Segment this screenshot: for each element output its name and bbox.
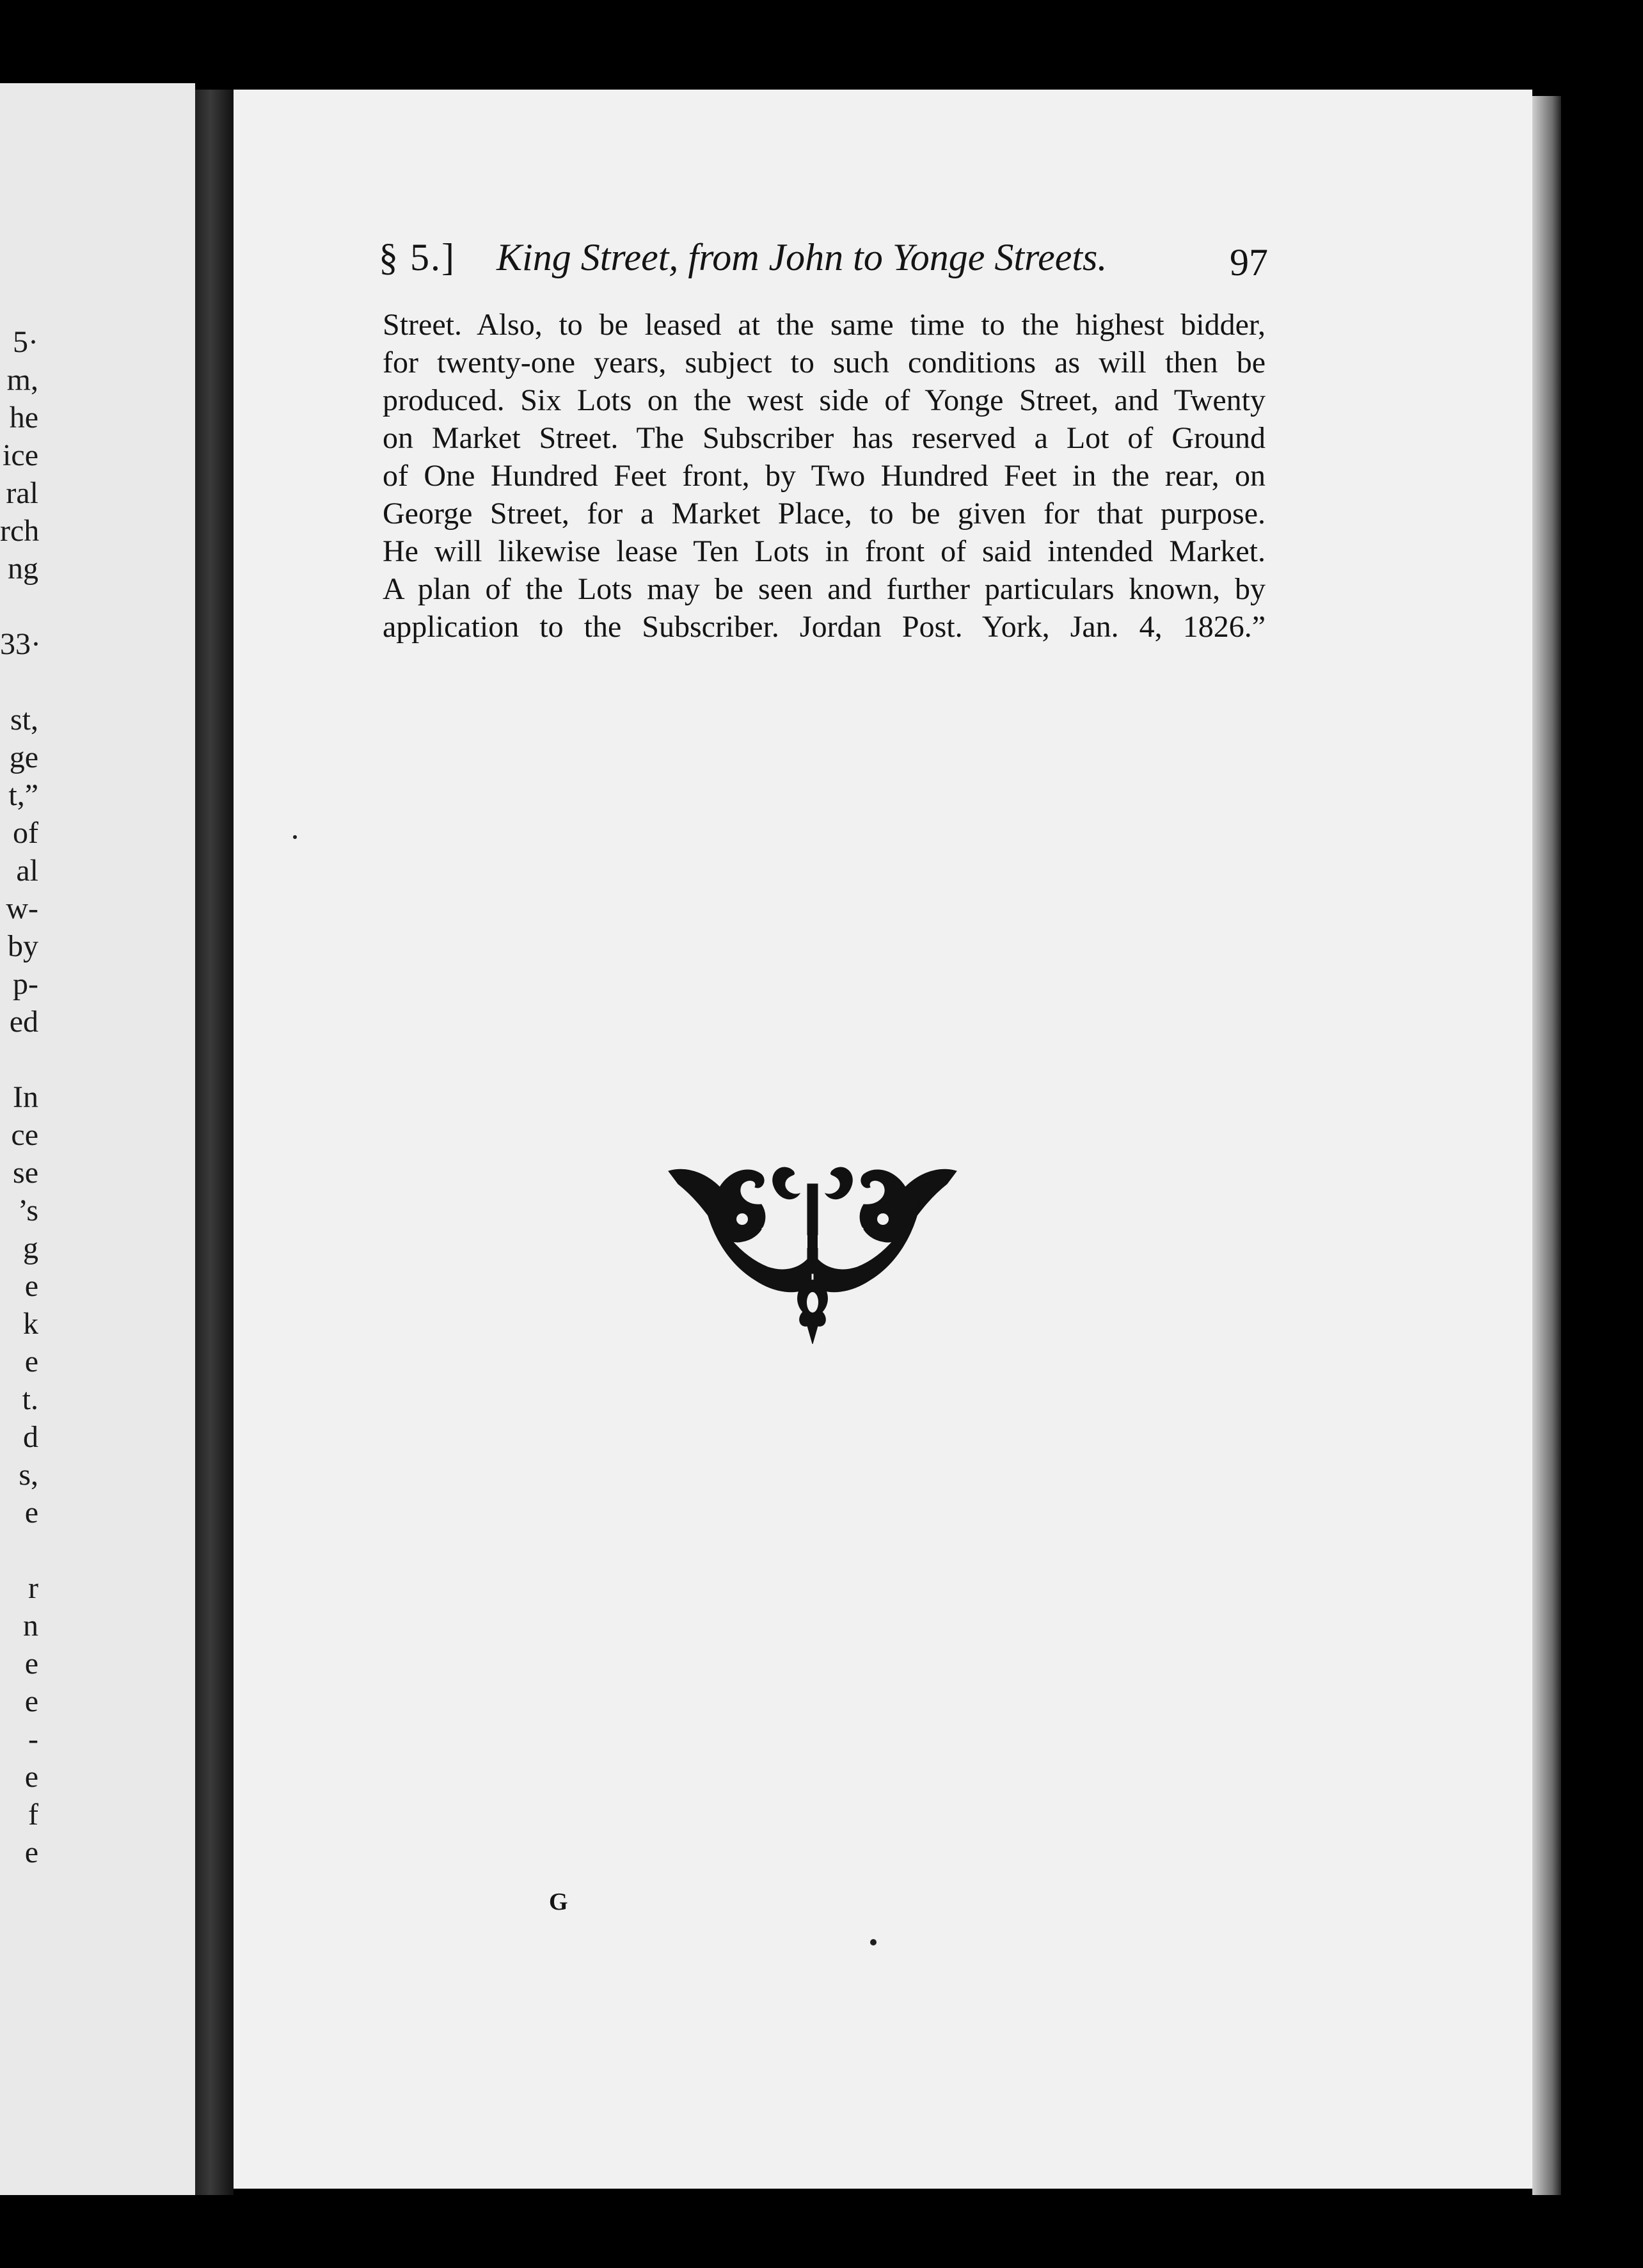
facing-page-fragment: In	[13, 1080, 38, 1114]
text-line: for twenty-one years, subject to such conditions as will then be	[383, 346, 1266, 379]
facing-page-fragment	[0, 1531, 38, 1569]
facing-page-fragment: k	[23, 1307, 38, 1341]
facing-page-fragment: by	[8, 929, 38, 963]
facing-page-text-fragments	[0, 323, 41, 1871]
facing-page-left	[0, 83, 195, 2195]
facing-page-fragment: e	[24, 1647, 38, 1681]
facing-page-fragment: m,	[6, 363, 38, 397]
facing-page-fragment: d	[23, 1420, 38, 1454]
facing-page-fragment: e	[24, 1496, 38, 1529]
facing-page-fragment: rch	[0, 514, 40, 548]
facing-page-fragment: -	[28, 1722, 38, 1756]
text-line: A plan of the Lots may be seen and further particulars known, by	[383, 572, 1266, 606]
page-edge	[1532, 96, 1561, 2195]
book-gutter	[195, 90, 234, 2195]
facing-page-fragment: of	[13, 816, 38, 850]
facing-page-fragment: e	[24, 1269, 38, 1303]
facing-page-fragment: ice	[3, 438, 38, 472]
facing-page-fragment: ng	[8, 552, 38, 586]
body-paragraph	[383, 306, 1266, 646]
facing-page-fragment: e	[24, 1760, 38, 1794]
text-line: George Street, for a Market Place, to be given for that purpose.	[383, 497, 1266, 531]
paper-speck	[870, 1939, 877, 1945]
facing-page-fragment: se	[13, 1156, 38, 1190]
text-line: application to the Subscriber. Jordan Post. York, Jan. 4, 1826.”	[383, 610, 1266, 644]
dragon-tailpiece-ornament-icon	[665, 1158, 960, 1344]
facing-page-fragment: ed	[9, 1005, 38, 1039]
text-line: Street. Also, to be leased at the same time to the highest bidder,	[383, 308, 1266, 342]
running-title: King Street, from John to Yonge Streets.	[496, 236, 1107, 278]
facing-page-fragment: w-	[6, 891, 38, 925]
facing-page-fragment: ral	[6, 476, 38, 510]
running-head	[379, 236, 1268, 288]
facing-page-fragment: al	[16, 854, 38, 888]
facing-page-fragment: r	[28, 1571, 38, 1605]
facing-page-fragment: g	[23, 1231, 38, 1265]
text-line: He will likewise lease Ten Lots in front of said intended Market.	[383, 534, 1266, 568]
facing-page-fragment	[0, 663, 38, 701]
facing-page-fragment: e	[24, 1835, 38, 1869]
facing-page-fragment: f	[28, 1798, 38, 1832]
facing-page-fragment: n	[23, 1609, 38, 1643]
text-line: produced. Six Lots on the west side of Yonge Street, and Twenty	[383, 383, 1266, 417]
text-line: on Market Street. The Subscriber has reserved a Lot of Ground	[383, 421, 1266, 455]
facing-page-fragment: s,	[19, 1458, 38, 1492]
signature-mark: G	[549, 1889, 568, 1915]
facing-page-fragment: e	[24, 1684, 38, 1718]
text-line: of One Hundred Feet front, by Two Hundred Feet in the rear, on	[383, 459, 1266, 493]
facing-page-fragment: st,	[10, 703, 38, 737]
facing-page-fragment: 5·	[13, 325, 38, 359]
facing-page-fragment: ce	[11, 1118, 38, 1152]
facing-page-fragment: he	[9, 401, 38, 435]
facing-page-fragment	[0, 587, 38, 625]
facing-page-fragment: t,”	[8, 778, 38, 812]
page-number: 97	[1230, 241, 1268, 284]
section-mark: § 5.]	[379, 236, 456, 278]
facing-page-fragment: ’s	[17, 1194, 38, 1227]
facing-page-fragment: p-	[13, 967, 38, 1001]
facing-page-fragment: ge	[9, 740, 38, 774]
facing-page-fragment	[0, 1041, 38, 1078]
facing-page-fragment: t.	[22, 1382, 38, 1416]
facing-page-fragment: 33·	[0, 627, 41, 661]
facing-page-fragment: e	[24, 1345, 38, 1378]
paper-speck	[293, 835, 297, 839]
